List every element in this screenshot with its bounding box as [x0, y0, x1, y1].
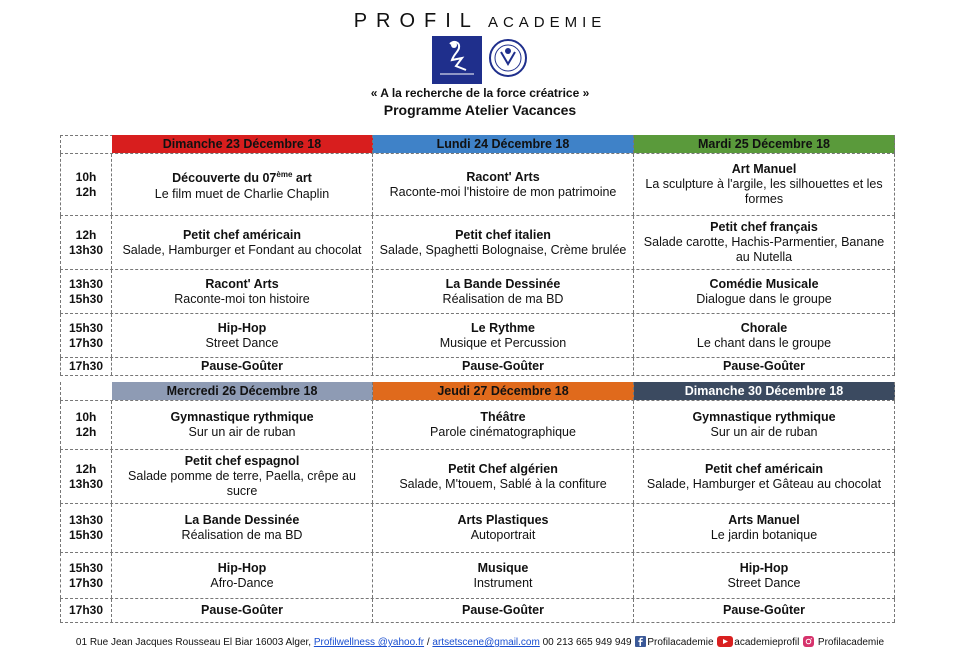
day-header: Dimanche 30 Décembre 18	[634, 382, 895, 400]
activity-title: Hip-Hop	[739, 560, 789, 575]
time-cell	[60, 450, 112, 503]
time-start: 15h30	[68, 320, 104, 335]
time-cell	[60, 154, 112, 215]
activity-title: Arts Plastiques	[457, 513, 549, 527]
activity-cell	[112, 216, 373, 269]
activity-cell	[112, 401, 373, 449]
time-cell	[60, 358, 112, 375]
activity-desc: Sur un air de ruban	[188, 425, 296, 439]
activity-title: Pause-Goûter	[462, 603, 544, 617]
time-end: 12h	[75, 425, 97, 439]
time-start: 12h	[75, 461, 97, 476]
activity-desc: Musique et Percussion	[439, 335, 567, 350]
day-header: Dimanche 23 Décembre 18	[112, 135, 373, 153]
time-start: 15h30	[68, 560, 104, 575]
activity-title	[172, 167, 312, 186]
activity-title: La Bande Dessinée	[184, 513, 300, 527]
activity-desc: Sur un air de ruban	[710, 425, 818, 439]
facebook-handle[interactable]: Profilacademie	[647, 637, 714, 648]
activity-title: Racont' Arts	[466, 169, 540, 184]
activity-cell	[634, 401, 895, 449]
time-cell	[60, 314, 112, 357]
activity-cell	[373, 154, 634, 215]
time-end: 13h30	[68, 476, 104, 491]
activity-desc: Salade, Hamburger et Fondant au chocolat	[122, 242, 362, 257]
time-start: 12h	[75, 227, 97, 242]
activity-title: Pause-Goûter	[723, 603, 805, 617]
activity-title: Pause-Goûter	[462, 359, 544, 373]
partner-seal-icon	[488, 38, 528, 78]
activity-cell	[112, 154, 373, 215]
logos	[432, 36, 528, 84]
youtube-handle[interactable]: academieprofil	[734, 637, 800, 648]
activity-cell	[634, 553, 895, 598]
activity-title: Chorale	[740, 320, 788, 335]
activity-title: Art Manuel	[731, 162, 797, 176]
activity-title-part: Découverte du 07	[172, 171, 277, 186]
footer-address: 01 Rue Jean Jacques Rousseau El Biar 16003 Alger,	[75, 637, 314, 648]
activity-title: Pause-Goûter	[723, 359, 805, 373]
day-header: Mardi 25 Décembre 18	[634, 135, 895, 153]
time-start: 13h30	[68, 276, 104, 291]
activity-desc: Le film muet de Charlie Chaplin	[154, 186, 330, 201]
time-start: 17h30	[68, 603, 104, 617]
activity-desc: Parole cinématographique	[430, 425, 576, 439]
activity-cell	[634, 270, 895, 313]
youtube-icon[interactable]	[717, 636, 733, 647]
activity-title: Arts Manuel	[728, 513, 800, 527]
activity-title: Pause-Goûter	[201, 359, 283, 373]
activity-title-sup: ème	[276, 170, 293, 180]
facebook-icon[interactable]	[635, 636, 646, 647]
time-cell	[60, 504, 112, 552]
activity-desc: Raconte-moi ton histoire	[174, 291, 310, 306]
activity-desc: Réalisation de ma BD	[181, 528, 303, 542]
activity-desc: Le chant dans le groupe	[696, 335, 832, 350]
academy-logo-icon	[432, 36, 482, 84]
activity-title: Petit chef américain	[704, 461, 824, 476]
day-header: Jeudi 27 Décembre 18	[373, 382, 634, 400]
schedule-row	[60, 504, 895, 553]
instagram-handle[interactable]: Profilacademie	[817, 637, 885, 648]
activity-cell	[112, 314, 373, 357]
activity-desc: Raconte-moi l'histoire de mon patrimoine	[389, 184, 617, 199]
activity-cell	[373, 358, 634, 375]
activity-cell	[373, 270, 634, 313]
schedule-row	[60, 450, 895, 504]
activity-title: La Bande Dessinée	[445, 276, 561, 291]
schedule-row	[60, 553, 895, 599]
schedule-row	[60, 401, 895, 450]
activity-cell	[112, 358, 373, 375]
schedule-grid	[60, 135, 895, 627]
time-cell	[60, 553, 112, 598]
activity-title: Petit chef italien	[455, 227, 551, 242]
activity-cell	[112, 599, 373, 622]
activity-desc: Le jardin botanique	[710, 528, 818, 542]
activity-desc: Autoportrait	[470, 528, 536, 542]
schedule-row	[60, 358, 895, 376]
activity-title: Petit chef espagnol	[184, 454, 300, 468]
activity-title: Hip-Hop	[217, 560, 267, 575]
time-cell	[60, 270, 112, 313]
footer-phone: 00 213 665 949 949	[539, 637, 635, 648]
activity-title: Hip-Hop	[217, 320, 267, 335]
time-cell	[60, 599, 112, 622]
activity-cell	[373, 553, 634, 598]
week1-header-row	[60, 135, 895, 154]
schedule-row	[60, 216, 895, 270]
week2-header-row	[60, 382, 895, 401]
activity-cell	[634, 504, 895, 552]
activity-cell	[373, 314, 634, 357]
brand-sub: ACADEMIE	[487, 14, 607, 31]
blank-corner	[60, 135, 112, 153]
activity-cell	[634, 314, 895, 357]
activity-desc: Salade, Hamburger et Gâteau au chocolat	[646, 476, 882, 491]
schedule-row	[60, 599, 895, 623]
program-title: Programme Atelier Vacances	[383, 102, 577, 118]
email-link-2[interactable]: artsetscene@gmail.com	[432, 637, 540, 648]
activity-cell	[373, 504, 634, 552]
activity-cell	[373, 216, 634, 269]
brand-title	[0, 10, 960, 33]
activity-cell	[634, 450, 895, 503]
activity-desc: Dialogue dans le groupe	[696, 291, 832, 306]
activity-title: Le Rythme	[471, 320, 535, 335]
time-end: 13h30	[68, 242, 104, 257]
schedule-row	[60, 270, 895, 314]
activity-cell	[634, 358, 895, 375]
time-end: 15h30	[68, 528, 104, 542]
brand-main: PROFIL	[353, 10, 480, 32]
activity-desc: Street Dance	[727, 575, 801, 590]
activity-title-part: art	[292, 171, 312, 186]
activity-desc: Salade, M'touem, Sablé à la confiture	[399, 476, 607, 491]
activity-desc: Afro-Dance	[210, 575, 274, 590]
activity-title: Comédie Musicale	[709, 276, 819, 291]
tagline: « A la recherche de la force créatrice »	[370, 86, 590, 100]
activity-cell	[373, 599, 634, 622]
time-cell	[60, 401, 112, 449]
activity-cell	[112, 450, 373, 503]
activity-title: Racont' Arts	[205, 276, 279, 291]
activity-title: Gymnastique rythmique	[692, 410, 836, 424]
activity-title: Théâtre	[480, 410, 526, 424]
activity-desc: Street Dance	[205, 335, 279, 350]
activity-title: Pause-Goûter	[201, 603, 283, 617]
instagram-icon[interactable]	[803, 636, 814, 647]
time-cell	[60, 216, 112, 269]
activity-title: Petit chef français	[710, 220, 818, 234]
activity-cell	[373, 450, 634, 503]
activity-cell	[112, 270, 373, 313]
day-header: Lundi 24 Décembre 18	[373, 135, 634, 153]
time-end: 17h30	[68, 335, 104, 350]
activity-desc: Salade carotte, Hachis-Parmentier, Banane au Nutella	[643, 235, 885, 264]
time-start: 13h30	[68, 513, 104, 527]
activity-title: Musique	[477, 560, 529, 575]
activity-desc: Salade pomme de terre, Paella, crêpe au sucre	[128, 469, 356, 498]
activity-cell	[112, 553, 373, 598]
time-start: 10h	[75, 410, 97, 424]
activity-title: Petit Chef algérien	[448, 461, 558, 476]
time-end: 15h30	[68, 291, 104, 306]
time-start: 17h30	[68, 359, 104, 373]
activity-cell	[634, 599, 895, 622]
email-link-1[interactable]: Profilwellness @yahoo.fr	[313, 637, 425, 648]
activity-cell	[373, 401, 634, 449]
header	[0, 0, 960, 130]
activity-desc: Salade, Spaghetti Bolognaise, Crème brulée	[379, 242, 627, 257]
footer-sep: /	[424, 637, 433, 648]
time-end: 12h	[75, 184, 97, 199]
activity-desc: La sculpture à l'argile, les silhouettes et les formes	[645, 177, 883, 206]
day-header: Mercredi 26 Décembre 18	[112, 382, 373, 400]
activity-title: Gymnastique rythmique	[170, 410, 314, 424]
activity-cell	[634, 154, 895, 215]
schedule-row	[60, 154, 895, 216]
activity-cell	[634, 216, 895, 269]
schedule-row	[60, 314, 895, 358]
time-start: 10h	[75, 169, 97, 184]
blank-corner	[60, 382, 112, 400]
activity-desc: Instrument	[473, 575, 533, 590]
activity-cell	[112, 504, 373, 552]
activity-title: Petit chef américain	[182, 227, 302, 242]
time-end: 17h30	[68, 575, 104, 590]
footer	[0, 636, 960, 648]
activity-desc: Réalisation de ma BD	[442, 291, 564, 306]
